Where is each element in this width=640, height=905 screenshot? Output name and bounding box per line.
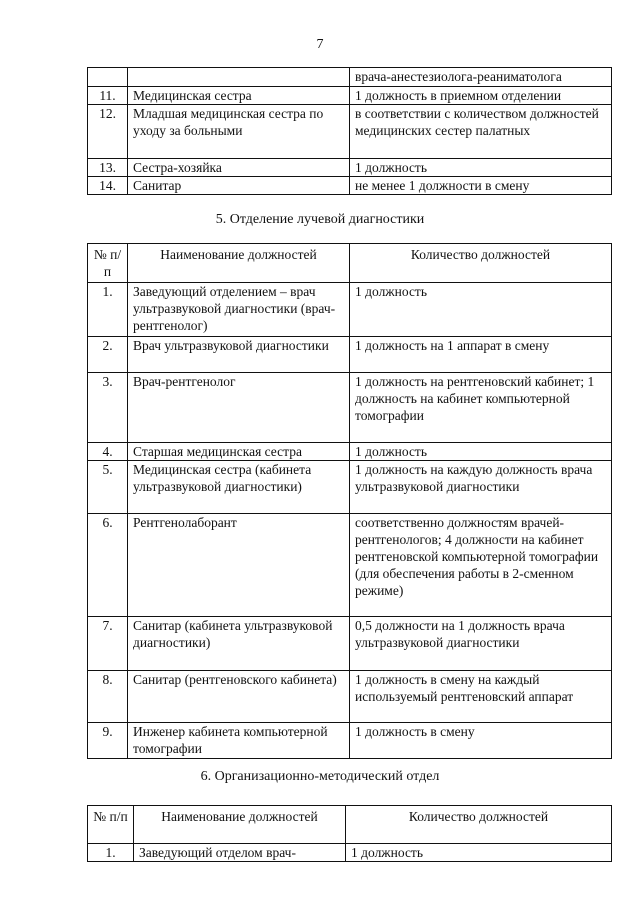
table-header-row [88,806,612,844]
position-quantity: 0,5 должности на 1 должность врача ультразвуковой диагностики [350,617,612,671]
position-quantity: 1 должность в смену [350,723,612,759]
position-name: Инженер кабинета компьютерной томографии [128,723,350,759]
position-quantity: 1 должность [346,844,612,862]
table-row [88,87,612,105]
position-name: Младшая медицинская сестра по уходу за больными [128,105,350,159]
row-number: 9. [88,723,128,759]
section-5-title: 5. Отделение лучевой диагностики [215,212,425,227]
position-name [128,68,350,87]
table-row [88,617,612,671]
position-quantity: 1 должность в смену на каждый используемый рентгеновский аппарат [350,671,612,723]
position-quantity: 1 должность на 1 аппарат в смену [350,337,612,373]
row-number: 7. [88,617,128,671]
section-6-table [87,805,612,862]
position-quantity: 1 должность в приемном отделении [350,87,612,105]
table-row [88,105,612,159]
table-row [88,844,612,862]
position-quantity: в соответствии с количеством должностей медицинских сестер палатных [350,105,612,159]
header-number: № п/п [88,244,128,283]
table-row [88,723,612,759]
position-name: Рентгенолаборант [128,514,350,617]
section-5-table [87,243,612,759]
position-quantity: 1 должность [350,443,612,461]
position-name: Санитар (рентгеновского кабинета) [128,671,350,723]
table-header-row [88,244,612,283]
position-quantity: 1 должность [350,159,612,177]
position-quantity: 1 должность на каждую должность врача ультразвуковой диагностики [350,461,612,514]
table-row [88,443,612,461]
position-name: Старшая медицинская сестра [128,443,350,461]
header-name: Наименование должностей [128,244,350,283]
position-name: Медицинская сестра [128,87,350,105]
table-row [88,337,612,373]
position-name: Санитар [128,177,350,195]
row-number: 8. [88,671,128,723]
table-row [88,514,612,617]
staff-table-continued [87,67,612,195]
table-row [88,177,612,195]
row-number [88,68,128,87]
position-name: Врач-рентгенолог [128,373,350,443]
table-row [88,461,612,514]
row-number: 13. [88,159,128,177]
row-number: 4. [88,443,128,461]
section-6-title: 6. Организационно-методический отдел [200,769,440,784]
position-quantity: 1 должность [350,283,612,337]
table-row [88,283,612,337]
table-row [88,68,612,87]
position-name: Заведующий отделом врач- [134,844,346,862]
position-name: Заведующий отделением – врач ультразвуковой диагностики (врач-рентгенолог) [128,283,350,337]
row-number: 5. [88,461,128,514]
header-number: № п/п [88,806,134,844]
row-number: 6. [88,514,128,617]
table-row [88,159,612,177]
position-name: Врач ультразвуковой диагностики [128,337,350,373]
row-number: 1. [88,283,128,337]
row-number: 14. [88,177,128,195]
row-number: 12. [88,105,128,159]
table-row [88,373,612,443]
position-quantity: не менее 1 должности в смену [350,177,612,195]
row-number: 1. [88,844,134,862]
position-name: Медицинская сестра (кабинета ультразвуковой диагностики) [128,461,350,514]
row-number: 3. [88,373,128,443]
header-name: Наименование должностей [134,806,346,844]
header-quantity: Количество должностей [346,806,612,844]
header-quantity: Количество должностей [350,244,612,283]
table-row [88,671,612,723]
row-number: 11. [88,87,128,105]
position-name: Санитар (кабинета ультразвуковой диагностики) [128,617,350,671]
position-name: Сестра-хозяйка [128,159,350,177]
position-quantity: врача-анестезиолога-реаниматолога [350,68,612,87]
page-number: 7 [316,37,324,52]
row-number: 2. [88,337,128,373]
position-quantity: 1 должность на рентгеновский кабинет; 1 должность на кабинет компьютерной томографии [350,373,612,443]
position-quantity: соответственно должностям врачей-рентгенологов; 4 должности на кабинет рентгеновской компьютерной томографии (для обеспечения работы в 2-сменном режиме) [350,514,612,617]
